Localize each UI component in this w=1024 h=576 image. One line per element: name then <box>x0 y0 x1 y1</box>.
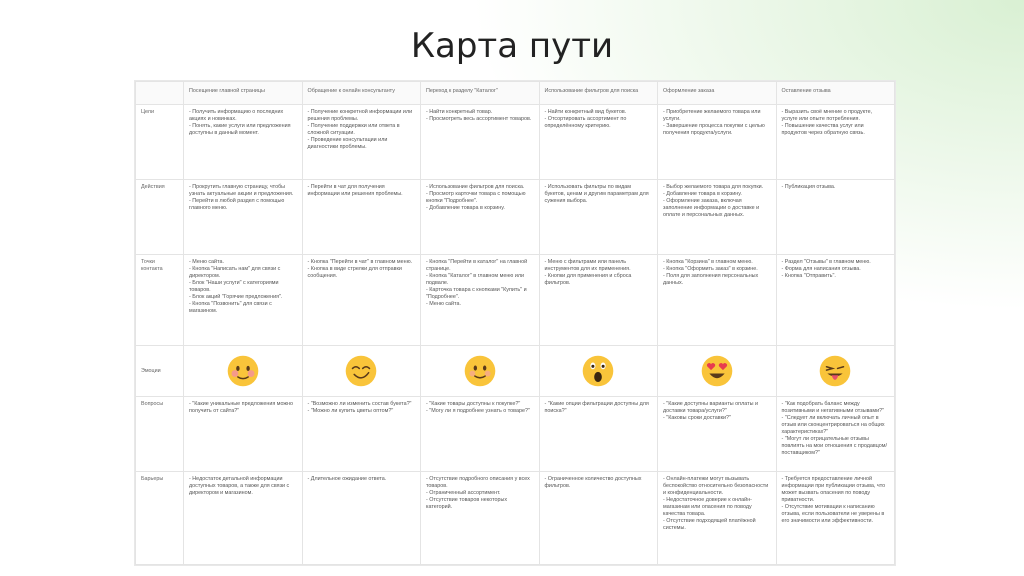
table-cell: - Длительное ожидание ответа. <box>302 472 421 565</box>
emotion-cell <box>421 346 540 397</box>
table-cell: - Меню с фильтрами или панель инструментов для их применения. - Кнопки для применения и сброса фильтров. <box>539 255 658 346</box>
corner-cell <box>136 82 184 105</box>
wink-tongue-emoji-icon <box>818 354 852 388</box>
row-label: Эмоции <box>136 346 184 397</box>
table-cell: - Прокрутить главную страницу, чтобы узнать актуальные акции и предложения. - Перейти в любой раздел с помощью главного меню. <box>184 180 303 255</box>
row-barriers <box>136 472 895 565</box>
table-cell: - Требуется предоставление личной информации при публикации отзыва, что может вызвать опасения по поводу приватности. - Отсутствие мотивации к написанию отзыва, если пользователи не уверены в его значимости или эффективности. <box>776 472 895 565</box>
table-cell: - Публикация отзыва. <box>776 180 895 255</box>
row-touchpoints <box>136 255 895 346</box>
table-cell: - "Какие опции фильтрации доступны для поиска?" <box>539 397 658 472</box>
table-cell: - Перейти в чат для получения информации или решения проблемы. <box>302 180 421 255</box>
column-header: Обращение к онлайн консультанту <box>302 82 421 105</box>
emotion-cell <box>539 346 658 397</box>
row-label: Действия <box>136 180 184 255</box>
table-cell: - Ограниченное количество доступных фильтров. <box>539 472 658 565</box>
table-cell: - Кнопка "Корзина" в главном меню. - Кнопка "Оформить заказ" в корзине. - Поля для заполнения персональных данных. <box>658 255 777 346</box>
column-header: Оставление отзыва <box>776 82 895 105</box>
header-row <box>136 82 895 105</box>
table-cell: - Отсутствие подробного описания у всех товаров. - Ограниченный ассортимент. - Отсутствие товаров некоторых категорий. <box>421 472 540 565</box>
column-header: Переход к разделу "Каталог" <box>421 82 540 105</box>
row-questions <box>136 397 895 472</box>
emotion-cell <box>184 346 303 397</box>
table-cell: - Выразить своё мнение о продукте, услуге или опыте потребления. - Повышение качества услуг или продуктов через обратную связь. <box>776 105 895 180</box>
row-label: Цели <box>136 105 184 180</box>
table-cell: - "Какие товары доступны к покупке?" - "Могу ли я подробнее узнать о товаре?" <box>421 397 540 472</box>
row-label: Вопросы <box>136 397 184 472</box>
table-cell: - Кнопка "Перейти в чат" в главном меню. - Кнопка в виде стрелки для отправки сообщения. <box>302 255 421 346</box>
table-cell: - Онлайн-платежи могут вызывать беспокойство относительно безопасности и конфиденциальности. - Недостаточное доверие к онлайн-магазинам или опасения по поводу качества товара. - Отсутствие подходящей платёжной системы. <box>658 472 777 565</box>
table-cell: - Меню сайта. - Кнопка "Написать нам" для связи с директором. - Блок "Наши услуги" с категориями товаров. - Блок акций "Горячие предложения". - Кнопка "Позвонить" для связи с магазином. <box>184 255 303 346</box>
table-cell: - "Какие доступны варианты оплаты и доставки товара/услуги?" - "Каковы сроки доставки?" <box>658 397 777 472</box>
table-cell: - Приобретение желаемого товара или услуги. - Завершение процесса покупки с целью получения продукта/услуги. <box>658 105 777 180</box>
table-cell: - Использование фильтров для поиска. - Просмотр карточки товара с помощью кнопки "Подробнее". - Добавление товара в корзину. <box>421 180 540 255</box>
heart-eyes-emoji-icon <box>700 354 734 388</box>
row-goals <box>136 105 895 180</box>
blush-smile-emoji-icon <box>226 354 260 388</box>
row-actions <box>136 180 895 255</box>
emotion-cell <box>658 346 777 397</box>
emotion-cell <box>776 346 895 397</box>
surprised-emoji-icon <box>581 354 615 388</box>
row-label: Точки контакта <box>136 255 184 346</box>
table-cell: - Найти конкретный товар. - Просмотреть весь ассортимент товаров. <box>421 105 540 180</box>
relieved-smile-emoji-icon <box>344 354 378 388</box>
row-emotions <box>136 346 895 397</box>
smile-emoji-icon <box>463 354 497 388</box>
table-cell: - Раздел "Отзывы" в главном меню. - Форма для написания отзыва. - Кнопка "Отправить". <box>776 255 895 346</box>
row-label: Барьеры <box>136 472 184 565</box>
table-cell: - Найти конкретный вид букетов. - Отсортировать ассортимент по определённому критерию. <box>539 105 658 180</box>
table-cell: - Получить информацию о последних акциях и новинках. - Понять, какие услуги или предложения доступны в данный момент. <box>184 105 303 180</box>
table-cell: - "Возможно ли изменить состав букета?" - "Можно ли купить цветы оптом?" <box>302 397 421 472</box>
column-header: Использование фильтров для поиска <box>539 82 658 105</box>
table-cell: - Выбор желаемого товара для покупки. - Добавление товара в корзину. - Оформление заказа, включая заполнение информации о доставке и оплате и персональных данных. <box>658 180 777 255</box>
table-cell: - Недостаток детальной информации доступных товаров, а также для связи с директором и магазином. <box>184 472 303 565</box>
table-cell: - "Как подобрать баланс между позитивными и негативными отзывами?" - "Следует ли включать личный опыт в отзыв или сконцентрироваться на общих характеристиках?" - "Могут ли отрицательные отзывы повлиять на мои отношения с продавцом/поставщиком?" <box>776 397 895 472</box>
table-cell: - Получение конкретной информации или решения проблемы. - Получение поддержки или ответа в сложной ситуации. - Проведение консультации или диагностики проблемы. <box>302 105 421 180</box>
emotion-cell <box>302 346 421 397</box>
table-cell: - Кнопка "Перейти в каталог" на главной странице. - Кнопка "Каталог" в главном меню или подвале. - Карточка товара с кнопками "Купить" и "Подробнее". - Меню сайта. <box>421 255 540 346</box>
slide-title: Карта пути <box>410 26 614 66</box>
table-cell: - Использовать фильтры по видам букетов, ценам и другим параметрам для сужения выбора. <box>539 180 658 255</box>
table-cell: - "Какие уникальные предложения можно получить от сайта?" <box>184 397 303 472</box>
column-header: Оформление заказа <box>658 82 777 105</box>
column-header: Посещение главной страницы <box>184 82 303 105</box>
journey-map-table <box>134 80 896 566</box>
